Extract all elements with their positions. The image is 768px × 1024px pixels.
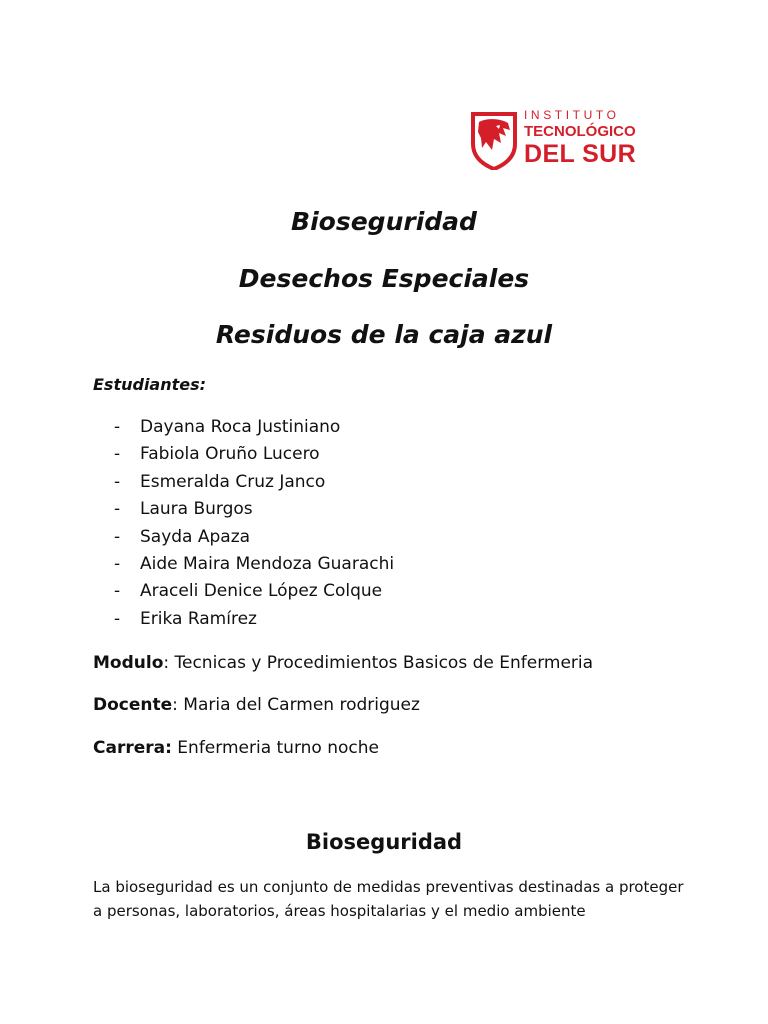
- student-name: Laura Burgos: [140, 499, 253, 520]
- title-desechos-especiales: Desechos Especiales: [238, 264, 530, 293]
- institution-logo: [470, 108, 645, 172]
- carrera-value: Enfermeria turno noche: [171, 738, 379, 758]
- modulo-label: Modulo: [93, 653, 164, 673]
- modulo-line: [93, 652, 593, 674]
- students-list: [114, 416, 394, 635]
- list-item: [114, 498, 394, 525]
- list-bullet: -: [114, 471, 121, 492]
- list-bullet: -: [114, 444, 121, 465]
- list-item: [114, 443, 394, 470]
- student-name: Esmeralda Cruz Janco: [140, 471, 326, 492]
- list-bullet: -: [114, 417, 121, 437]
- student-name: Dayana Roca Justiniano: [140, 417, 341, 437]
- list-bullet: -: [114, 526, 121, 547]
- list-item: [114, 416, 394, 443]
- list-item: [114, 553, 394, 580]
- docente-label: Docente: [93, 695, 173, 715]
- logo-line-del-sur: DEL SUR: [524, 140, 637, 168]
- title-bioseguridad: Bioseguridad: [291, 207, 477, 236]
- carrera-line: [93, 737, 379, 759]
- section-heading: Bioseguridad: [305, 830, 463, 854]
- title-residuos-caja-azul: Residuos de la caja azul: [215, 320, 553, 349]
- student-name: Erika Ramírez: [140, 608, 257, 629]
- carrera-label: Carrera:: [93, 738, 172, 758]
- students-label: Estudiantes:: [93, 375, 207, 394]
- list-item: [114, 526, 394, 553]
- student-name: Fabiola Oruño Lucero: [140, 444, 320, 465]
- list-item: [114, 471, 394, 498]
- lion-shield-icon: [470, 110, 518, 170]
- docente-value: : Maria del Carmen rodriguez: [172, 695, 420, 715]
- list-item: [114, 608, 394, 635]
- docente-line: [93, 694, 420, 716]
- modulo-value: : Tecnicas y Procedimientos Basicos de Enfermeria: [163, 653, 594, 673]
- list-bullet: -: [114, 608, 121, 629]
- logo-wordmark: [524, 108, 636, 167]
- list-item: [114, 580, 394, 607]
- logo-line-instituto: INSTITUTO: [524, 108, 620, 122]
- student-name: Sayda Apaza: [140, 526, 251, 547]
- list-bullet: -: [114, 499, 121, 520]
- student-name: Aide Maira Mendoza Guarachi: [140, 553, 395, 574]
- student-name: Araceli Denice López Colque: [140, 581, 383, 602]
- section-paragraph: La bioseguridad es un conjunto de medidas preventivas destinadas a proteger a personas, laboratorios, áreas hospitalarias y el medio ambiente: [93, 878, 684, 920]
- list-bullet: -: [114, 553, 121, 574]
- logo-line-tecnologico: TECNOLÓGICO: [524, 123, 636, 140]
- list-bullet: -: [114, 581, 121, 602]
